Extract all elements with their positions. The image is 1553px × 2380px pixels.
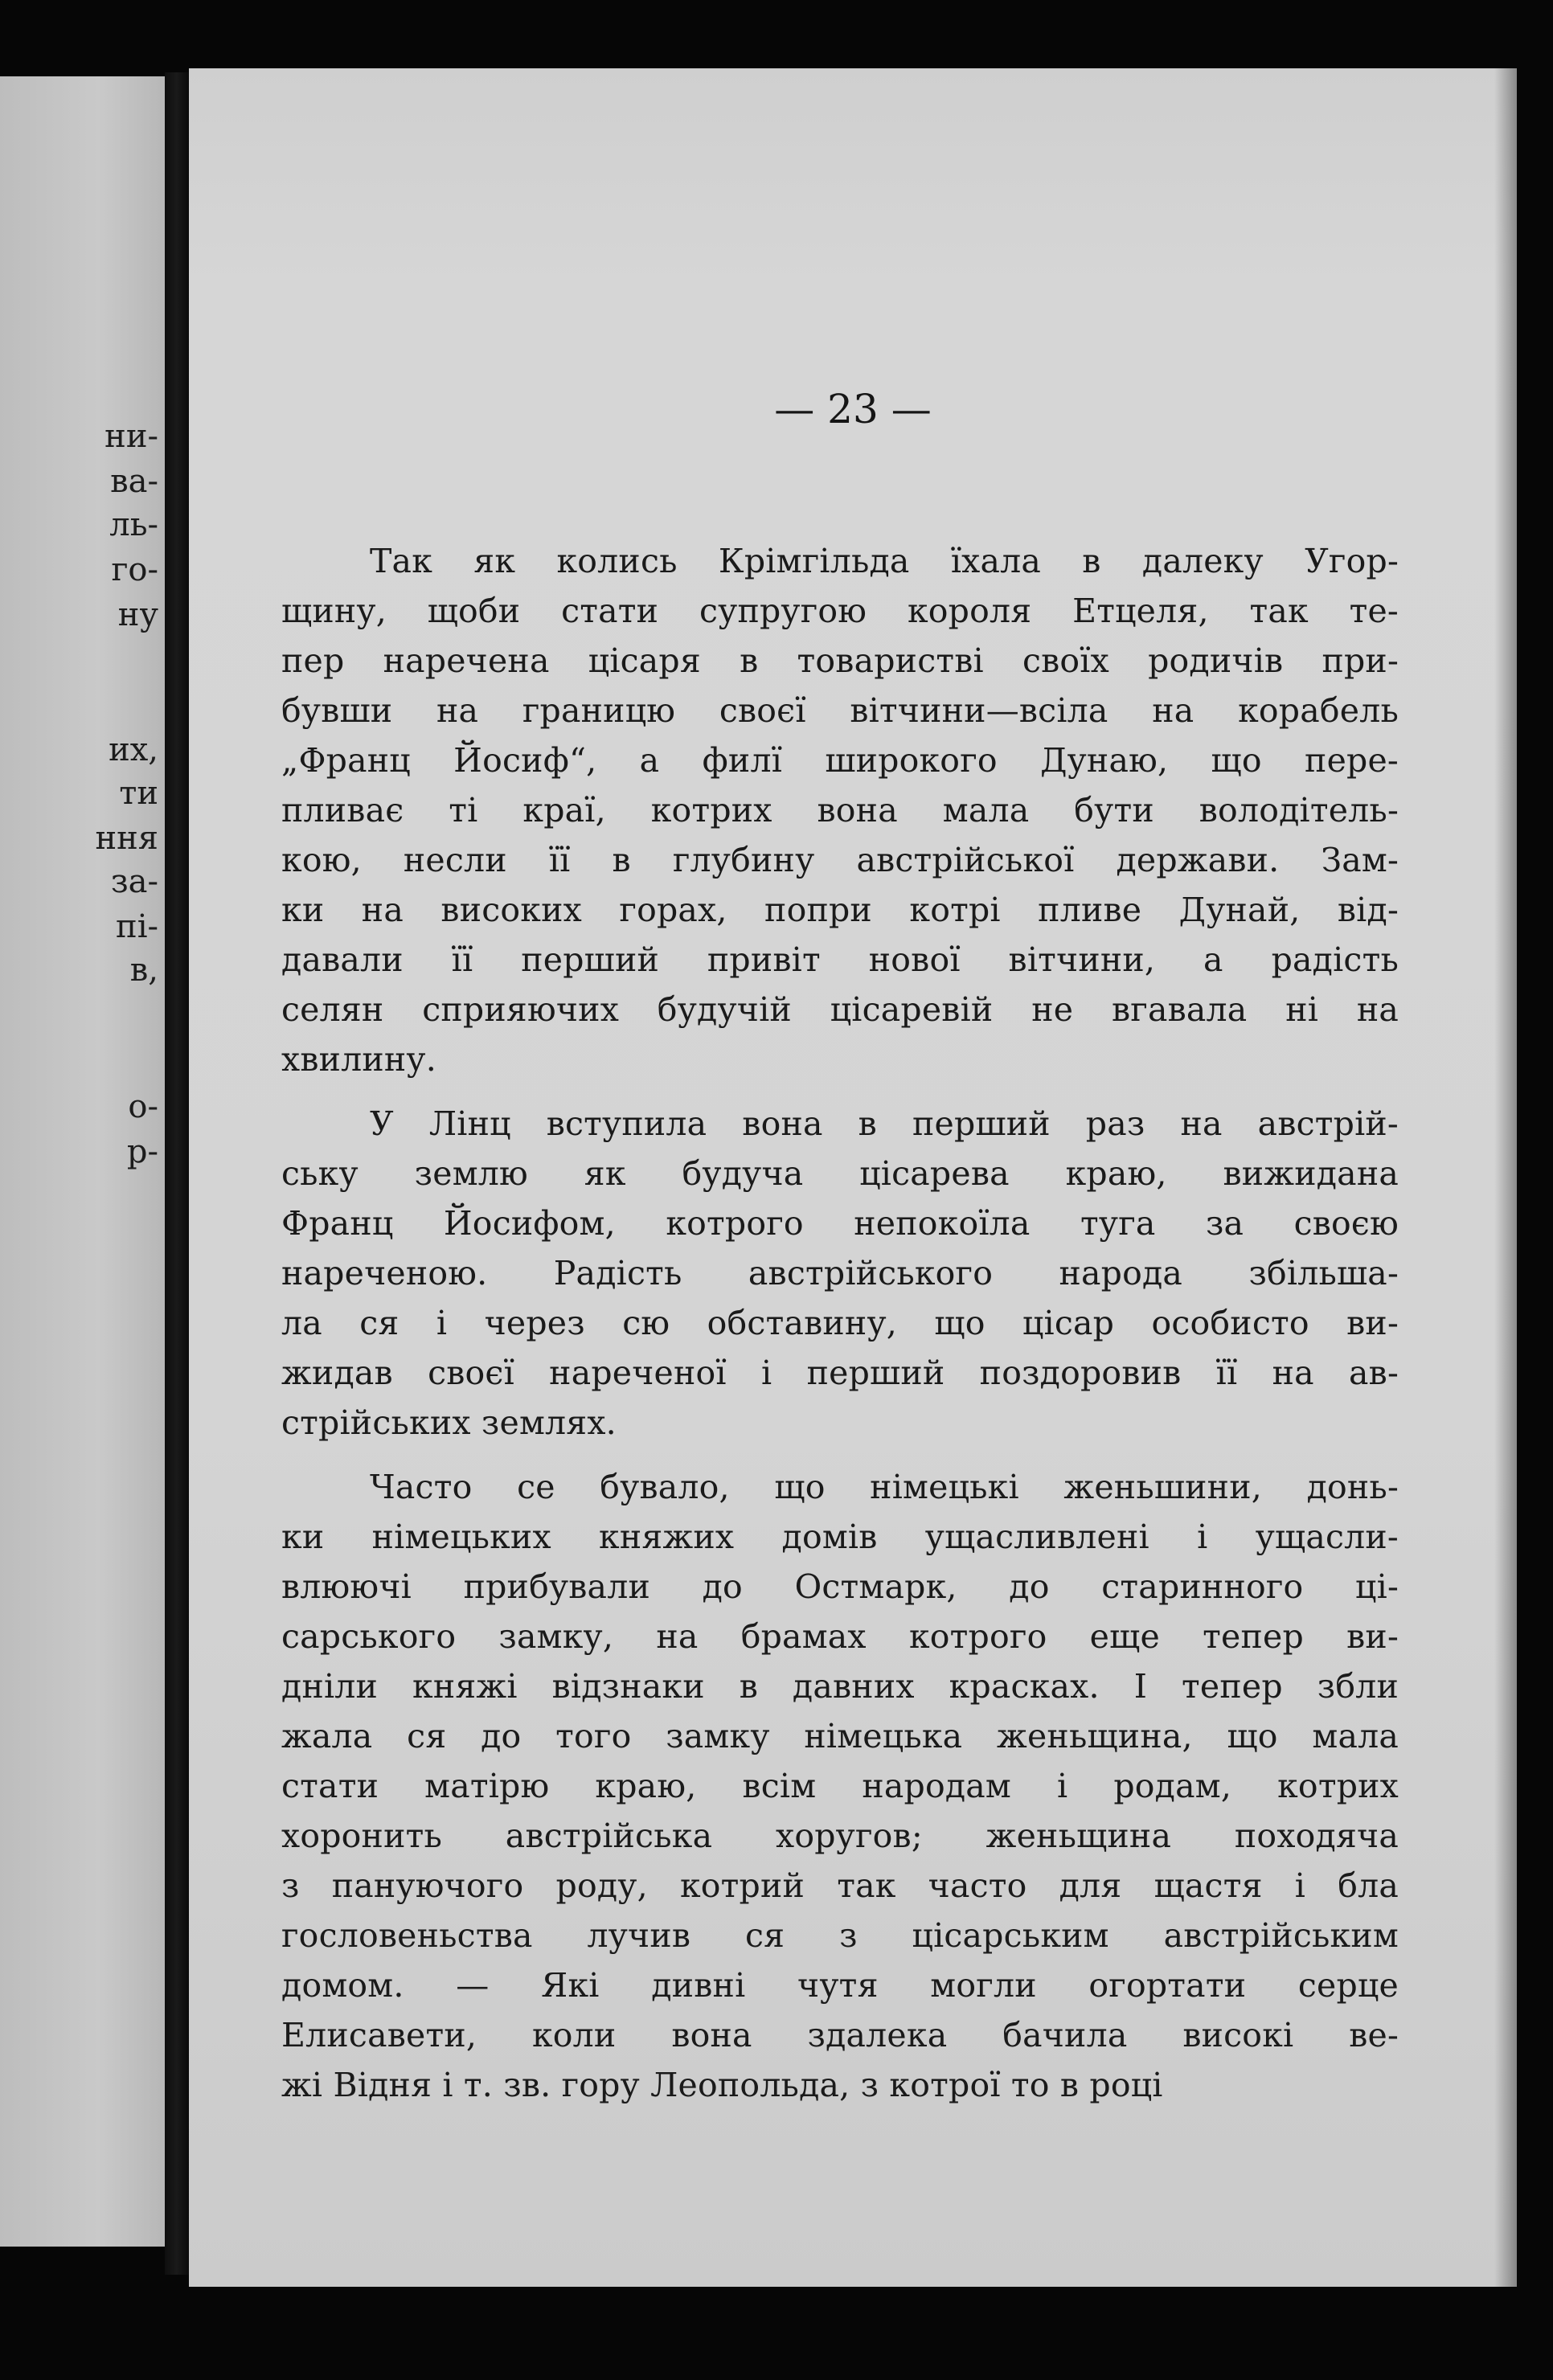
paragraph [281,1462,1399,2110]
book-page [189,68,1517,2287]
page-text [281,536,1399,2124]
previous-page-fragment: за- [110,863,158,900]
text-line: Так як колись Крімгільда їхала в далеку Угор- [370,542,1399,580]
text-line: пер наречена цісаря в товаристві своїх родичів при- [281,641,1399,680]
text-line: стрійських землях. [281,1403,617,1442]
previous-page-edge [0,76,165,2247]
previous-page-fragment: ння [95,820,158,857]
text-line: гословеньства лучив ся з цісарським австрійським [281,1916,1399,1955]
text-line: Елисавети, коли вона здалека бачила високі ве- [281,2016,1399,2054]
text-line: стати матірю краю, всім народам і родам, котрих [281,1767,1399,1805]
text-line: хоронить австрійська хоругов; женьщина походяча [281,1817,1399,1855]
text-line: нареченою. Радість австрійського народа збільша- [281,1254,1399,1292]
text-line: пливає ті краї, котрих вона мала бути володітель- [281,791,1399,830]
previous-page-fragment: в, [129,952,158,989]
text-line: Франц Йосифом, котрого непокоїла туга за своєю [281,1204,1399,1243]
previous-page-fragment: ни- [104,418,158,455]
previous-page-fragment: р- [126,1133,158,1170]
book-spine [165,72,189,2275]
previous-page-fragment: о- [128,1088,158,1125]
previous-page-fragment: ль- [109,506,158,543]
text-line: У Лінц вступила вона в перший раз на австрій- [370,1104,1399,1143]
text-line: жі Відня і т. зв. гору Леопольда, з котрої то в році [281,2066,1163,2104]
text-line: ки німецьких княжих домів ущасливлені і ущасли- [281,1518,1399,1556]
text-line: бувши на границю своєї вітчини—всіла на корабель [281,691,1399,730]
text-line: давали її перший привіт нової вітчини, а радість [281,940,1399,979]
paragraph [281,1099,1399,1448]
text-line: жидав своєї нареченої і перший поздоровив її на ав- [281,1354,1399,1392]
text-line: щину, щоби стати супругою короля Етцеля, так те- [281,592,1399,630]
previous-page-fragment: их, [109,731,158,768]
previous-page-fragment: ва- [110,463,158,500]
text-line: влюючі прибували до Остмарк, до старинного ці- [281,1567,1399,1606]
text-line: ла ся і через сю обставину, що цісар особисто ви- [281,1304,1399,1342]
previous-page-fragment: ну [117,596,158,633]
text-line: селян сприяючих будучій цісаревій не вгавала ні на [281,990,1399,1029]
text-line: „Франц Йосиф“, а филї широкого Дунаю, що пере- [281,741,1399,780]
text-line: ську землю як будуча цісарева краю, вижидана [281,1154,1399,1193]
previous-page-fragment: го- [111,551,158,588]
text-line: домом. — Які дивні чутя могли огортати серце [281,1966,1399,2005]
text-line: жала ся до того замку німецька женьщина, що мала [281,1717,1399,1755]
text-line: з пануючого роду, котрий так часто для щастя і бла [281,1866,1399,1905]
previous-page-fragment: пі- [116,908,158,945]
paragraph [281,536,1399,1084]
previous-page-fragment: ти [119,775,158,812]
text-line: ки на високих горах, попри котрі пливе Дунай, від- [281,891,1399,929]
text-line: кою, несли її в глубину австрійської держави. Зам- [281,841,1399,879]
text-line: хвилину. [281,1040,436,1079]
text-line: сарського замку, на брамах котрого еще тепер ви- [281,1617,1399,1656]
text-line: дніли княжі відзнаки в давних красках. І тепер збли [281,1667,1399,1706]
page-number: — 23 — [774,386,932,432]
text-line: Часто се бувало, що німецькі женьшини, донь- [370,1468,1399,1506]
